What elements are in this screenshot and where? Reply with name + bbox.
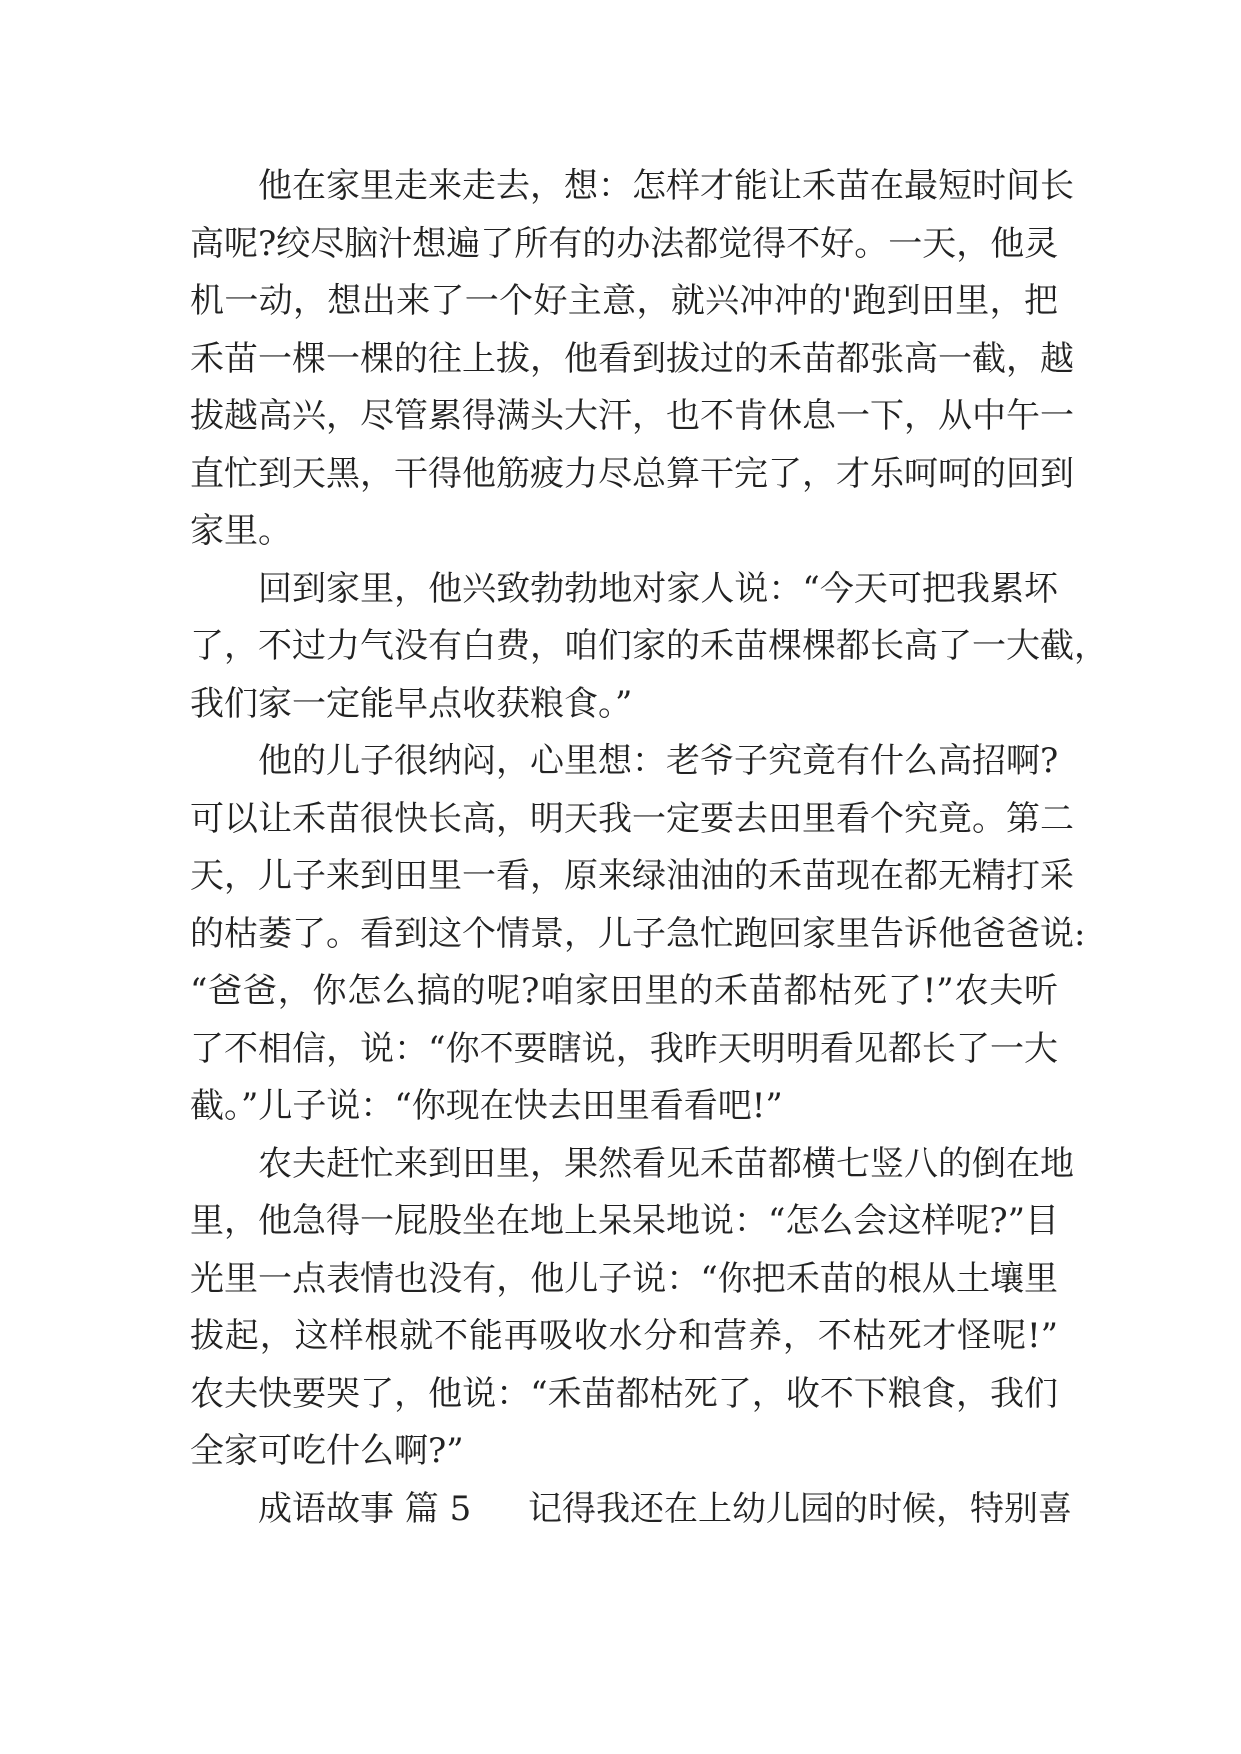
paragraph-line: 农夫快要哭了，他说：“禾苗都枯死了，收不下粮食，我们	[190, 1373, 1058, 1414]
story-text	[190, 158, 1108, 1538]
paragraph-line: 了不相信，说：“你不要瞎说，我昨天明明看见都长了一大	[190, 1028, 1058, 1069]
paragraph-line: 的枯萎了。看到这个情景，儿子急忙跑回家里告诉他爸爸说:	[190, 913, 1086, 954]
paragraph-line: 禾苗一棵一棵的往上拔，他看到拔过的禾苗都张高一截，越	[190, 338, 1074, 379]
paragraph-line: 截。”儿子说：“你现在快去田里看看吧!”	[190, 1086, 783, 1126]
paragraph-line: 光里一点表情也没有，他儿子说：“你把禾苗的根从土壤里	[190, 1258, 1058, 1299]
paragraph-line: 全家可吃什么啊?”	[190, 1431, 464, 1471]
paragraph-line: 可以让禾苗很快长高，明天我一定要去田里看个究竟。第二	[190, 798, 1074, 839]
paragraph-line: 回到家里，他兴致勃勃地对家人说：“今天可把我累坏	[258, 568, 1058, 609]
paragraph-line: “爸爸，你怎么搞的呢?咱家田里的禾苗都枯死了!”农夫听	[190, 971, 1058, 1011]
paragraph-line: 机一动，想出来了一个好主意，就兴冲冲的'跑到田里，把	[190, 281, 1058, 321]
paragraph-line: 直忙到天黑，干得他筋疲力尽总算干完了，才乐呵呵的回到	[190, 453, 1074, 494]
paragraph-1	[190, 158, 1074, 561]
paragraph-2	[190, 561, 1108, 734]
paragraph-line: 天，儿子来到田里一看，原来绿油油的禾苗现在都无精打采	[190, 856, 1074, 896]
paragraph-line: 拔起，这样根就不能再吸收水分和营养，不枯死才怪呢!”	[190, 1316, 1058, 1356]
paragraph-line: 拔越高兴，尽管累得满头大汗，也不肯休息一下，从中午一	[190, 396, 1074, 436]
paragraph-line: 农夫赶忙来到田里，果然看见禾苗都横七竖八的倒在地	[258, 1143, 1074, 1184]
section-opening-text: 记得我还在上幼儿园的时候，特别喜	[528, 1488, 1072, 1529]
paragraph-line: 里，他急得一屁股坐在地上呆呆地说：“怎么会这样呢?”目	[190, 1201, 1059, 1241]
paragraph-line: 家里。	[190, 511, 292, 551]
paragraph-line: 高呢?绞尽脑汁想遍了所有的办法都觉得不好。一天，他灵	[190, 223, 1059, 264]
paragraph-4	[190, 1136, 1074, 1481]
paragraph-line: 他在家里走来走去，想：怎样才能让禾苗在最短时间长	[258, 166, 1074, 206]
paragraph-line: 了，不过力气没有白费，咱们家的禾苗棵棵都长高了一大截，	[190, 626, 1108, 666]
section-heading: 成语故事 篇 5	[258, 1488, 472, 1529]
section-heading-line	[190, 1481, 1072, 1539]
paragraph-line: 他的儿子很纳闷，心里想：老爷子究竟有什么高招啊?	[258, 741, 1059, 781]
paragraph-3	[190, 733, 1086, 1136]
paragraph-line: 我们家一定能早点收获粮食。”	[190, 683, 633, 724]
